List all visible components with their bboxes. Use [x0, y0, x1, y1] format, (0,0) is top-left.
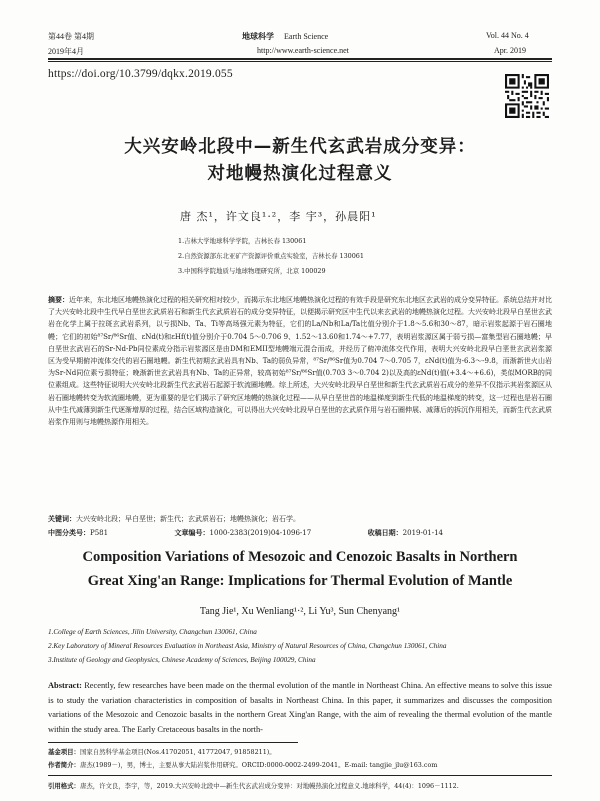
- cn-abstract-label: 摘要：: [48, 296, 69, 304]
- cn-affiliation-3: 3.中国科学院地质与地球物理研究所，北京 100029: [178, 267, 326, 275]
- cn-keywords-text: 大兴安岭北段；早白垩世；新生代；玄武质岩石；地幔热演化；岩石学。: [76, 515, 300, 523]
- header-date-en: Apr. 2019: [494, 46, 526, 55]
- received-value: 2019-01-14: [402, 529, 444, 537]
- en-title-line1: Composition Variations of Mesozoic and Cenozoic Basalts in Northern: [82, 549, 518, 565]
- header-url[interactable]: http://www.earth-science.net: [257, 46, 349, 55]
- en-authors: Tang Jie¹, Xu Wenliang¹·², Li Yu³, Sun Chenyang¹: [199, 606, 401, 617]
- en-abstract: [48, 679, 552, 737]
- cn-title-line1: 大兴安岭北段中—新生代玄武岩成分变异：: [124, 137, 476, 157]
- received-label: 收稿日期：: [367, 529, 403, 537]
- cn-authors: 唐 杰¹，许文良¹·²，李 宇³，孙晨阳¹: [180, 210, 377, 223]
- qr-code-icon: [505, 74, 549, 118]
- en-title-line2: Great Xing'an Range: Implications for Thermal Evolution of Mantle: [87, 573, 513, 589]
- article-no-label: 文章编号：: [174, 529, 210, 537]
- header-rule: [48, 58, 552, 60]
- cn-abstract: [48, 294, 552, 510]
- fund-text: 国家自然科学基金项目(Nos.41702051, 41772047, 91858211)。: [79, 748, 276, 756]
- header-rule-thin: [48, 61, 552, 62]
- author-bio-text: 唐杰(1989－)，男，博士，主要从事大陆岩浆作用研究。ORCID:0000-0002-2499-2041。E-mail: tangjie_jlu@163.com: [79, 761, 438, 769]
- fund-label: 基金项目：: [48, 748, 80, 756]
- footer-citation: [48, 781, 459, 790]
- author-bio-label: 作者简介：: [48, 761, 80, 769]
- cn-keywords-label: 关键词：: [48, 515, 76, 523]
- header-journal: [242, 31, 328, 42]
- citation-label: 引用格式：: [48, 782, 80, 790]
- header-journal-cn: 地球科学: [242, 32, 274, 41]
- header-date-cn: 2019年4月: [48, 47, 84, 56]
- article-no-value: 1000-2383(2019)04-1096-17: [209, 529, 312, 537]
- footer-author: [48, 760, 437, 769]
- header-journal-en: Earth Science: [284, 32, 329, 41]
- en-affiliation-3: 3.Institute of Geology and Geophysics, Chinese Academy of Sciences, Beijing 100029, China: [48, 656, 316, 664]
- en-affiliation-1: 1.College of Earth Sciences, Jilin University, Changchun 130061, China: [48, 628, 257, 636]
- footer-fund: [48, 747, 276, 756]
- cn-title-line2: 对地幔热演化过程意义: [207, 164, 393, 184]
- cn-affiliation-1: 1.吉林大学地球科学学院，吉林长春 130061: [178, 237, 307, 245]
- en-affiliation-2: 2.Key Laboratory of Mineral Resources Evaluation in Northeast Asia, Ministry of Natural Resources of China, Changchun 130061, China: [48, 642, 447, 650]
- footer-rule-2: [48, 775, 552, 776]
- clc-value: P581: [90, 529, 109, 537]
- header-volume-en: Vol. 44 No. 4: [486, 31, 529, 40]
- cn-classification: [48, 528, 443, 538]
- en-abstract-text: Recently, few researches have been made on the thermal evolution of the mantle in Northeast China. An effective means to solve this issue is to study the variation characteristics in composition of basalts in Northeast China. In this paper, it summarizes and discusses the composition variations of the Mesozoic and Cenozoic basalts in the northern Great Xing'an Range, with the aim of revealing the thermal evolution of the mantle within the study area. The Early Cretaceous basalts in the north-: [48, 681, 552, 734]
- cn-abstract-text: 近年来，东北地区地幔热演化过程的相关研究相对较少，而揭示东北地区地幔热演化过程的有效手段是研究东北地区玄武岩的成分变异特征。系统总结并对比了大兴安岭北段中生代早白垩世玄武质岩石和新生代玄武质岩石的成分变异特征，以便揭示研究区中生代以来玄武岩的地幔热演化过程。大兴安岭北段早白垩世玄武岩在化学上属于拉斑玄武岩系列，以亏损Nb、Ta、Ti等高场强元素为特征，它们的La/Nb和La/Ta比值分别介于1.8～5.6和30～87，暗示岩浆起源于岩石圈地幔；它们的初始⁸⁷Sr/⁸⁶Sr值、εNd(t)和εHf(t)值分别介于0.704 5～0.706 9、1.52～13.60和1.74～+7.77，表明岩浆源区属于弱亏损—富集型岩石圈地幔；早白垩世玄武岩石的Sr-Nd-Pb同位素成分指示岩浆源区是由DM和EMII型地幔端元混合而成，并经历了俯冲流体交代作用，表明大兴安岭北段早白垩世玄武岩浆源区为受早期俯冲流体交代的岩石圈地幔。新生代初期玄武岩具有Nb、Ta的弱负异常，⁸⁷Sr/⁸⁶Sr值为0.704 7～0.705 7，εNd(t)值为-6.3～-9.8，而渐新世火山岩为Sr-Nd同位素亏损特征；晚渐新世玄武岩具有Nb、Ta的正异常，较高初始⁸⁷Sr/⁸⁶Sr值(0.703 3～0.704 2)以及高的εNd(t)值(+3.4～+6.6)，类似MORB的同位素组成。这些特征说明大兴安岭北段新生代玄武岩石起源于软流圈地幔。综上所述，大兴安岭北段早白垩世和新生代玄武质岩石成分的差异不仅指示其岩浆源区从岩石圈地幔转变为软流圈地幔，更为重要的是它们揭示了研究区地幔的热演化过程——从早白垩世首的地温梯度到新生代低的地温梯度的转变，这一过程也是岩石圈从中生代减薄到新生代逐渐增厚的过程，结合区域构造演化，可以得出大兴安岭北段早白垩世的玄武质作用与岩石圈伸展、减薄后的拆沉作用相关，而新生代玄武质岩浆作用则与地幔热源作用相关。: [48, 296, 552, 427]
- citation-text: 唐杰，许文良，李宇，等，2019.大兴安岭北段中—新生代玄武岩成分变异：对地幔热演化过程意义.地球科学，44(4)：1096－1112.: [79, 782, 459, 790]
- footer-rule: [48, 742, 298, 743]
- cn-affiliation-2: 2.自然资源部东北亚矿产资源评价重点实验室，吉林长春 130061: [178, 252, 364, 260]
- cn-keywords: [48, 514, 300, 524]
- clc-label: 中图分类号：: [48, 529, 90, 537]
- doi-link[interactable]: https://doi.org/10.3799/dqkx.2019.055: [48, 68, 233, 80]
- en-abstract-label: Abstract:: [48, 681, 82, 690]
- header-volume-cn: 第44卷 第4期: [48, 32, 94, 41]
